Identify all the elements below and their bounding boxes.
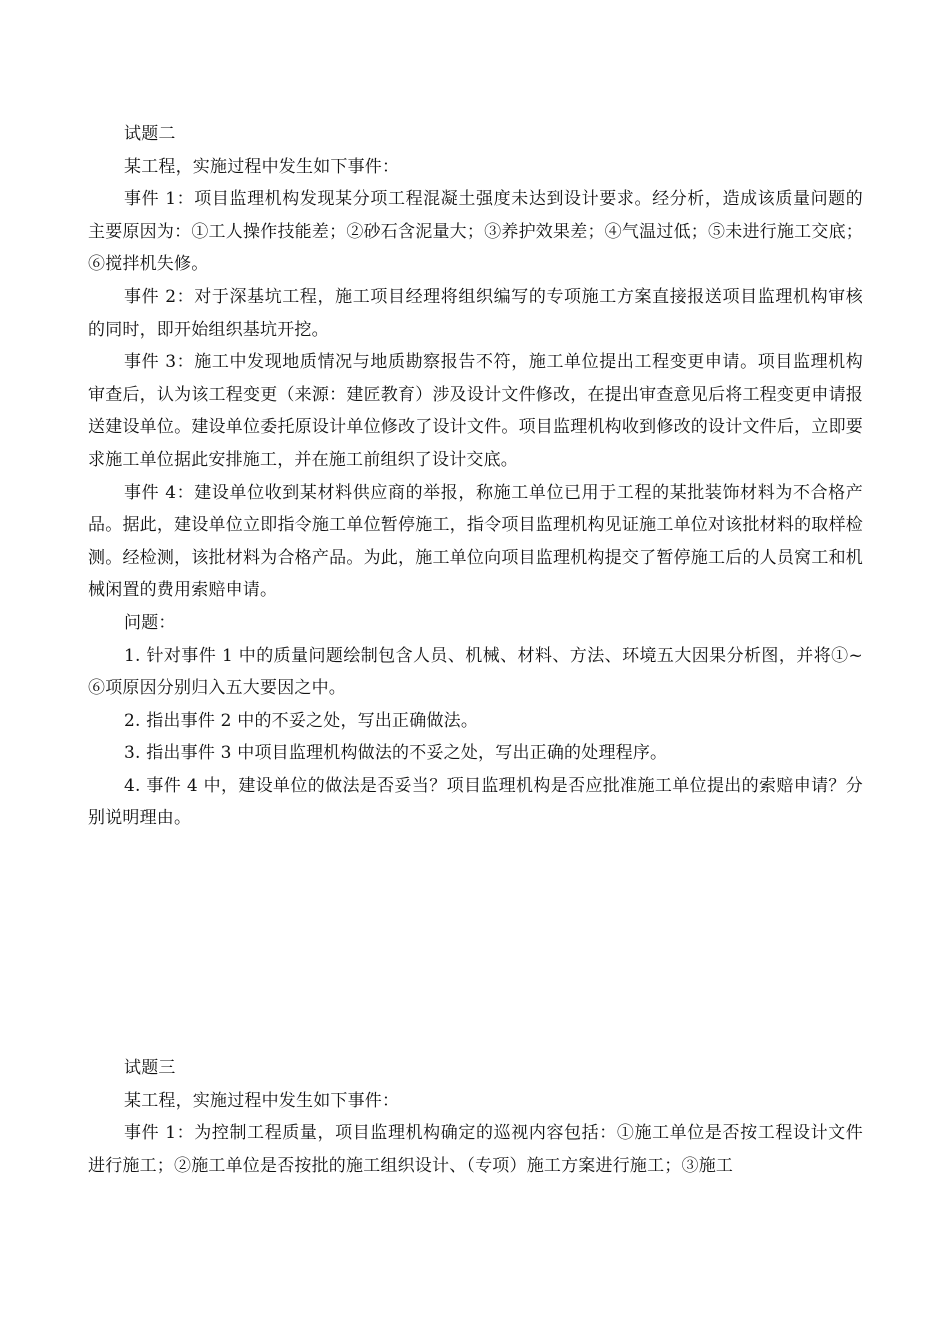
question-intro: 某工程，实施过程中发生如下事件： [124, 156, 400, 177]
event-2-paragraph: 事件 2：对于深基坑工程，施工项目经理将组织编写的专项施工方案直接报送项目监理机构审核的同时，即开始组织基坑开挖。 [88, 286, 863, 340]
question-title: 试题二 [124, 124, 176, 144]
question-2: 2. 指出事件 2 中的不妥之处，写出正确做法。 [124, 710, 479, 731]
exam-question-three [88, 1052, 863, 1182]
question-4: 4. 事件 4 中，建设单位的做法是否妥当？项目监理机构是否应批准施工单位提出的索赔申请？分别说明理由。 [88, 775, 863, 829]
question-title: 试题三 [124, 1058, 176, 1078]
questions-label: 问题： [124, 612, 176, 633]
question-intro: 某工程，实施过程中发生如下事件： [124, 1090, 400, 1111]
question-1: 1. 针对事件 1 中的质量问题绘制包含人员、机械、材料、方法、环境五大因果分析图，并将①~⑥项原因分别归入五大要因之中。 [88, 645, 863, 699]
event-4-paragraph: 事件 4：建设单位收到某材料供应商的举报，称施工单位已用于工程的某批装饰材料为不合格产品。据此，建设单位立即指令施工单位暂停施工，指令项目监理机构见证施工单位对该批材料的取样检测。经检测，该批材料为合格产品。为此，施工单位向项目监理机构提交了暂停施工后的人员窝工和机械闲置的费用索赔申请。 [88, 482, 863, 601]
question-3: 3. 指出事件 3 中项目监理机构做法的不妥之处，写出正确的处理程序。 [124, 743, 668, 764]
event-1-paragraph: 事件 1：为控制工程质量，项目监理机构确定的巡视内容包括：①施工单位是否按工程设计文件进行施工；②施工单位是否按批的施工组织设计、（专项）施工方案进行施工；③施工 [88, 1123, 863, 1176]
event-1-paragraph: 事件 1：项目监理机构发现某分项工程混凝土强度未达到设计要求。经分析，造成该质量问题的主要原因为：①工人操作技能差；②砂石含泥量大；③养护效果差；④气温过低；⑤未进行施工交底；⑥搅拌机失修。 [88, 189, 863, 275]
exam-question-two [88, 118, 863, 835]
event-3-paragraph: 事件 3：施工中发现地质情况与地质勘察报告不符，施工单位提出工程变更申请。项目监理机构审查后，认为该工程变更（来源：建匠教育）涉及设计文件修改，在提出审查意见后将工程变更申请报送建设单位。建设单位委托原设计单位修改了设计文件。项目监理机构收到修改的设计文件后，立即要求施工单位据此安排施工，并在施工前组织了设计交底。 [88, 352, 863, 470]
